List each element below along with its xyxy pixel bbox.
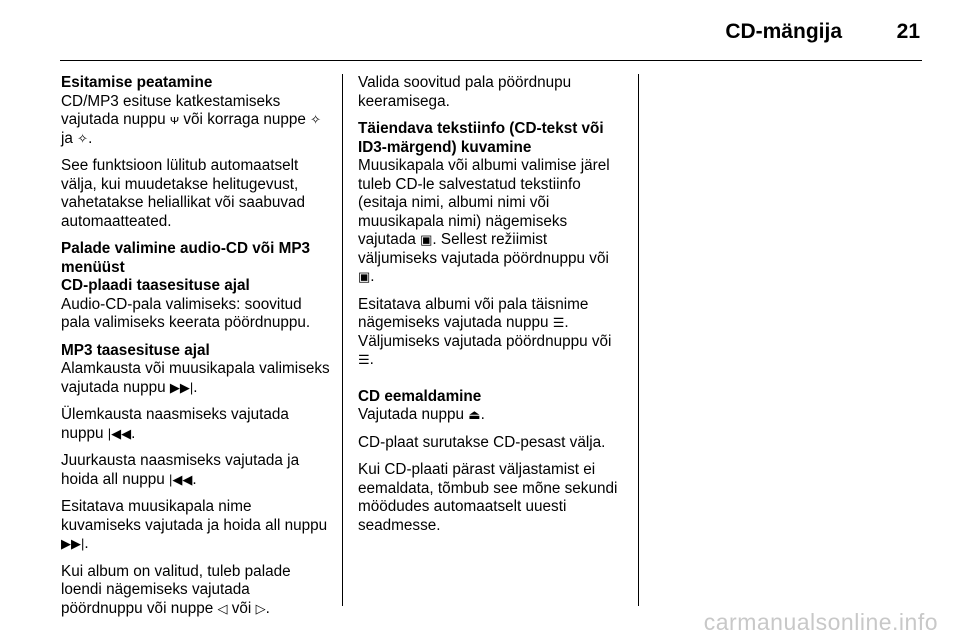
skip-prev-icon: |◀◀ <box>169 471 193 487</box>
text-span: ja <box>61 129 78 147</box>
text-span: . <box>193 378 198 396</box>
watermark: carmanualsonline.info <box>703 609 938 635</box>
text-info-icon: ▣ <box>358 269 371 284</box>
menu-icon: ☰ <box>552 315 565 330</box>
text-span: CD/MP3 esituse katkestamiseks vajutada nuppu <box>61 92 281 128</box>
menu-icon: ☰ <box>358 352 370 367</box>
heading-playback-pause: Esitamise peatamine <box>61 74 213 91</box>
skip-prev-icon: |◀◀ <box>107 425 132 441</box>
text-span: . <box>370 268 375 285</box>
paragraph-subfolder <box>61 360 331 397</box>
text-span: Esitatava muusikapala nime kuvamiseks vajutada ja hoida all nuppu <box>61 498 328 534</box>
column-left <box>61 74 331 627</box>
paragraph-album-list <box>61 563 331 619</box>
text-span: . Sellest režiimist väljumiseks vajutada pöördnuppu või <box>358 231 609 267</box>
column-divider-right <box>638 74 639 606</box>
text-span: Vajutada nuppu <box>358 406 469 423</box>
text-span: . <box>88 129 93 147</box>
column-middle <box>358 74 628 544</box>
skip-next-icon: ▶▶| <box>61 536 85 551</box>
eject-icon: ⏏ <box>468 407 481 422</box>
text-span: või <box>227 599 256 617</box>
paragraph-eject <box>358 406 628 425</box>
paragraph-parent-folder <box>61 406 331 443</box>
text-span: Alamkausta või muusikapala valimiseks vajutada nuppu <box>61 360 330 396</box>
paragraph-full-name <box>358 296 628 370</box>
paragraph-select-track: Valida soovitud pala pöördnupu keeramisega. <box>358 74 572 110</box>
text-span: . <box>369 351 374 368</box>
heading-mp3-playback: MP3 taasesituse ajal <box>61 341 210 359</box>
text-info-icon: ▣ <box>420 232 433 247</box>
heading-cd-remove: CD eemaldamine <box>358 387 482 405</box>
triangle-left-icon: ◁ <box>217 600 228 616</box>
paragraph-cd-track-select: Audio-CD-pala valimiseks: soovitud pala valimiseks keerata pöördnuppu. <box>61 295 311 331</box>
page-header <box>60 14 922 50</box>
mute-icon: ᴪ <box>169 112 180 127</box>
page-number: 21 <box>896 20 920 43</box>
paragraph-auto-resume: See funktsioon lülitub automaatselt välja, kui muudetakse helitugevust, vahetatakse heliallikat või saabuvad automaatteated. <box>61 157 306 230</box>
text-span: . Väljumiseks vajutada pöördnuppu või <box>358 314 612 350</box>
nav-right-icon: ✧ <box>310 112 322 127</box>
paragraph-track-name <box>61 498 331 554</box>
paragraph-text-info <box>358 157 628 287</box>
text-span: . <box>192 470 197 488</box>
paragraph-auto-reload: Kui CD-plaati pärast väljastamist ei eemaldata, tõmbub see mõne sekundi möödudes automaatselt uuesti seadmesse. <box>358 461 618 534</box>
header-divider <box>60 60 922 61</box>
column-divider-left <box>342 74 343 606</box>
skip-next-icon: ▶▶| <box>169 379 194 395</box>
text-span: . <box>265 599 270 617</box>
text-span: Esitatava albumi või pala täisnime nägemiseks vajutada nuppu <box>358 295 589 331</box>
paragraph-root-folder <box>61 452 331 489</box>
heading-track-select: Palade valimine audio-CD või MP3 menüüst <box>61 240 311 276</box>
text-span: Juurkausta naasmiseks vajutada ja hoida all nuppu <box>61 452 300 488</box>
text-span: Kui album on valitud, tuleb palade loendi nägemiseks vajutada pöördnuppu või nuppe <box>61 562 291 617</box>
page-title: CD-mängija <box>725 20 842 43</box>
paragraph-eject-result: CD-plaat surutakse CD-pesast välja. <box>358 433 606 451</box>
text-span: Ülemkausta naasmiseks vajutada nuppu <box>61 406 289 442</box>
heading-cd-playback: CD-plaadi taasesituse ajal <box>61 277 250 294</box>
nav-left-icon: ✧ <box>77 130 89 146</box>
text-span: . <box>131 424 136 442</box>
text-span: või korraga nuppe <box>179 111 311 128</box>
text-span: Muusikapala või albumi valimise järel tuleb CD-le salvestatud tekstiinfo (esitaja nimi, albumi nimi või muusikapala nimi) nägemiseks vajutada <box>358 157 610 248</box>
heading-extra-text: Täiendava tekstiinfo (CD-tekst või ID3-märgend) kuvamine <box>358 120 604 156</box>
spacer <box>358 379 628 388</box>
text-span: . <box>480 406 485 423</box>
text-span: . <box>84 535 89 552</box>
triangle-right-icon: ▷ <box>255 600 266 616</box>
paragraph-pause-instructions <box>61 93 331 149</box>
